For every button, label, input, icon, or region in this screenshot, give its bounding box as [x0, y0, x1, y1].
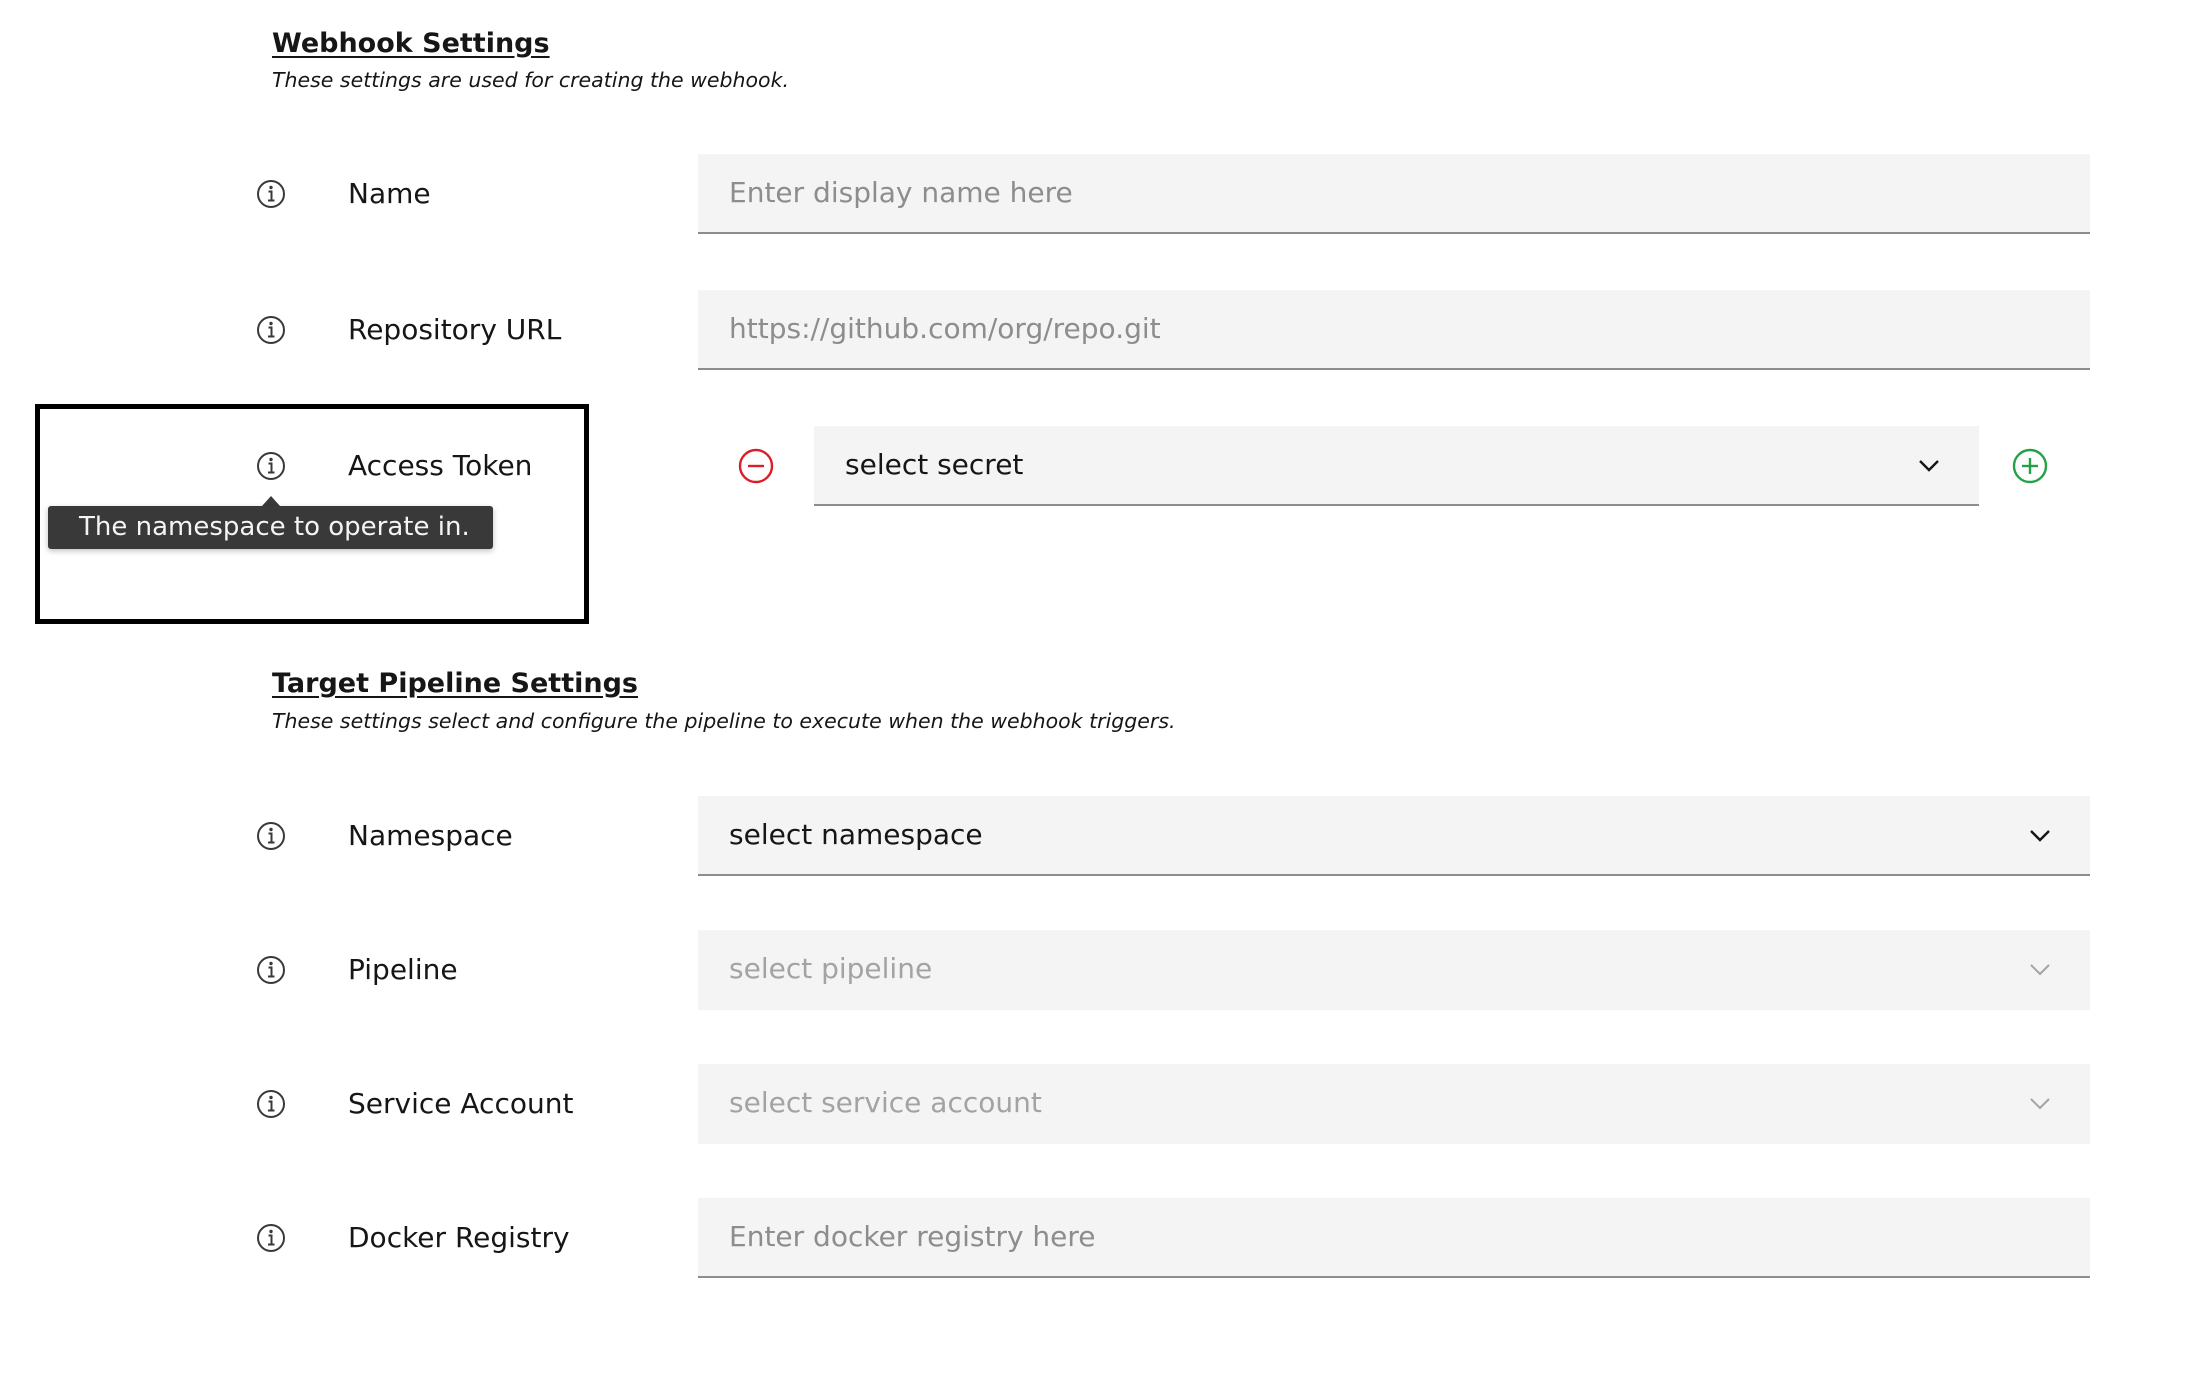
namespace-select[interactable] [698, 796, 2090, 876]
name-input-placeholder: Enter display name here [729, 176, 1073, 209]
minus-circle-icon[interactable] [737, 447, 775, 485]
info-icon[interactable] [255, 1088, 287, 1120]
namespace-selected: select namespace [729, 818, 983, 851]
pipeline-label: Pipeline [348, 953, 458, 986]
plus-circle-icon[interactable] [2011, 447, 2049, 485]
chevron-down-icon [2028, 1091, 2052, 1115]
webhook-settings-description: These settings are used for creating the webhook. [272, 68, 789, 92]
docker-registry-row [0, 1198, 2198, 1278]
pipeline-settings-description: These settings select and configure the pipeline to execute when the webhook triggers. [272, 709, 1176, 733]
chevron-down-icon [2028, 957, 2052, 981]
service-account-label: Service Account [348, 1087, 574, 1120]
info-icon[interactable] [255, 314, 287, 346]
info-icon[interactable] [255, 820, 287, 852]
docker-registry-placeholder: Enter docker registry here [729, 1220, 1096, 1253]
namespace-label: Namespace [348, 819, 513, 852]
name-row [0, 154, 2198, 234]
namespace-row [0, 796, 2198, 876]
info-icon[interactable] [255, 1222, 287, 1254]
info-icon[interactable] [255, 178, 287, 210]
access-token-label: Access Token [348, 449, 533, 482]
chevron-down-icon [1917, 453, 1941, 477]
pipeline-row [0, 930, 2198, 1010]
repository-url-row [0, 290, 2198, 370]
access-token-selected: select secret [845, 448, 1024, 481]
pipeline-selected: select pipeline [729, 952, 933, 985]
access-token-select[interactable] [814, 426, 1979, 506]
highlight-box [35, 404, 589, 624]
chevron-down-icon [2028, 823, 2052, 847]
service-account-row [0, 1064, 2198, 1144]
repository-url-label: Repository URL [348, 313, 562, 346]
name-label: Name [348, 177, 431, 210]
service-account-select[interactable] [698, 1064, 2090, 1144]
pipeline-settings-title: Target Pipeline Settings [272, 668, 638, 699]
info-icon[interactable] [255, 954, 287, 986]
pipeline-select[interactable] [698, 930, 2090, 1010]
repository-url-input[interactable] [698, 290, 2090, 370]
name-input[interactable] [698, 154, 2090, 234]
repository-url-placeholder: https://github.com/org/repo.git [729, 312, 1161, 345]
webhook-settings-title: Webhook Settings [272, 28, 550, 59]
docker-registry-input[interactable] [698, 1198, 2090, 1278]
service-account-selected: select service account [729, 1086, 1042, 1119]
tooltip-text: The namespace to operate in. [79, 512, 470, 542]
docker-registry-label: Docker Registry [348, 1221, 570, 1254]
